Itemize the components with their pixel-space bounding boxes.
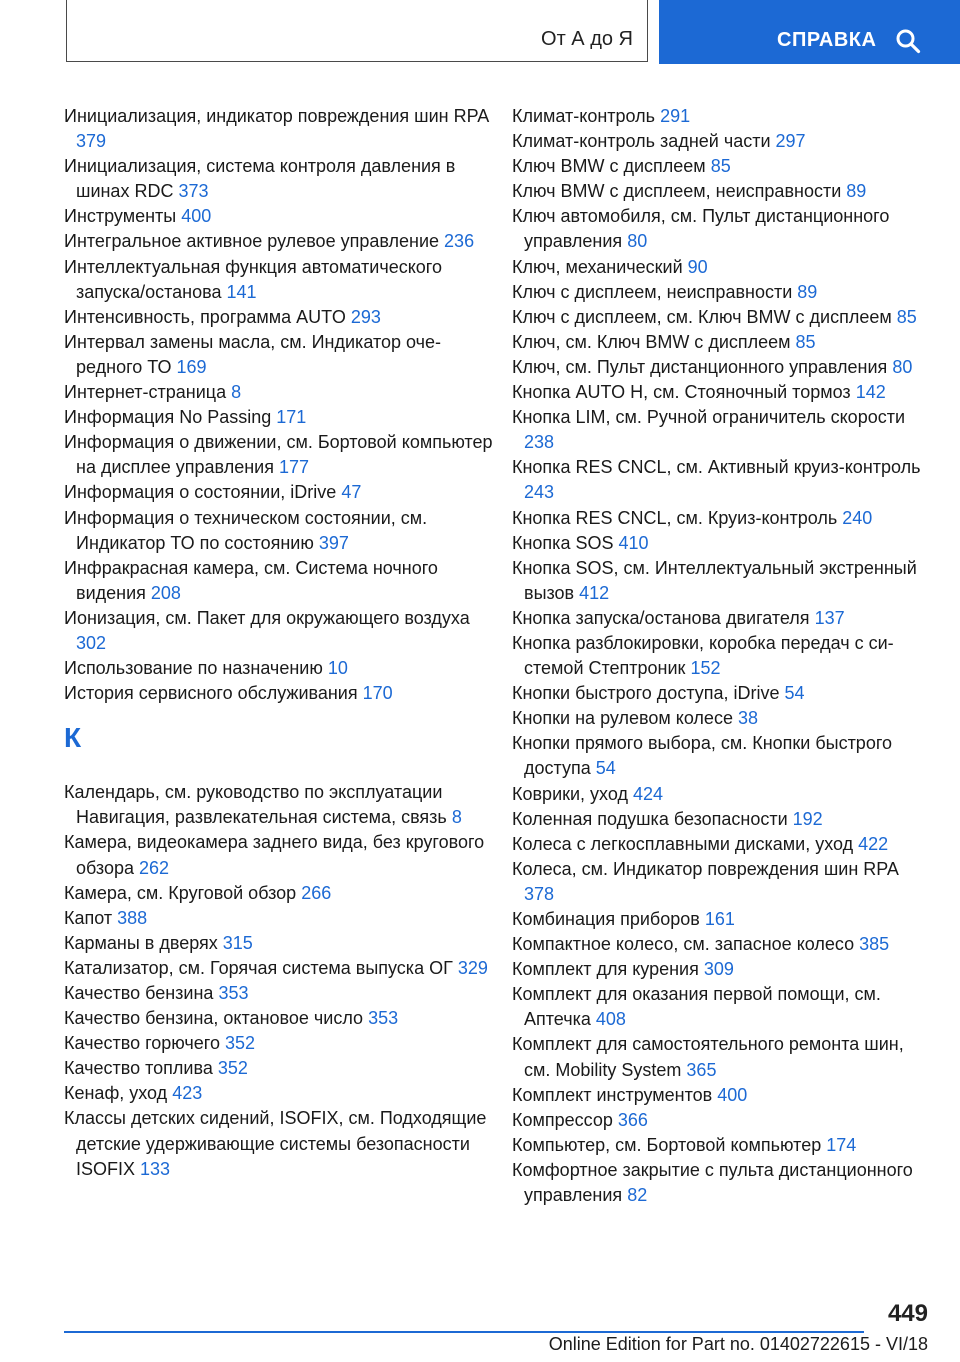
index-page-link[interactable]: 38 xyxy=(737,708,759,729)
index-entry-text: Ключ, см. Пульт дистанционного управления xyxy=(512,356,888,377)
index-entry-text: Инициализация, индикатор повреждения шин RPA xyxy=(64,106,489,126)
index-page-link[interactable]: 8 xyxy=(451,807,462,828)
tab-a-to-z[interactable] xyxy=(66,0,648,62)
index-page-link[interactable]: 85 xyxy=(710,156,731,177)
index-entry-text: Информация о техническом состоянии, см. Индикатор ТО по состоянию xyxy=(64,507,428,553)
index-entry-text: Ключ, см. Ключ BMW с дисплеем xyxy=(512,331,791,352)
index-entry xyxy=(512,832,932,857)
index-page-link[interactable]: 208 xyxy=(150,582,181,603)
index-entry-text: Качество бензина xyxy=(64,983,214,1003)
index-entry xyxy=(64,204,494,229)
index-page-link[interactable]: 85 xyxy=(896,306,917,327)
index-entry-text: Использование по назначению xyxy=(64,658,323,679)
index-list-bottom xyxy=(64,780,494,1182)
index-column-right xyxy=(512,104,932,1208)
index-page-link[interactable]: 171 xyxy=(276,407,307,428)
index-entry xyxy=(64,881,494,906)
index-entry xyxy=(512,380,932,405)
index-entry-text: Классы детских сидений, ISOFIX, см. Подходящие детские удерживающие системы безопасности ISOFIX xyxy=(64,1108,487,1179)
index-page-link[interactable]: 410 xyxy=(618,532,649,553)
index-entry-text: Кнопка разблокировки, коробка передач с системой Стептроник xyxy=(512,632,894,679)
index-entry xyxy=(64,780,494,830)
index-page-link[interactable]: 400 xyxy=(717,1084,748,1105)
index-page-link[interactable]: 397 xyxy=(318,532,349,553)
index-page-link[interactable]: 388 xyxy=(117,907,148,928)
index-entry xyxy=(64,480,494,505)
index-page-link[interactable]: 161 xyxy=(704,909,735,929)
index-entry xyxy=(512,506,932,531)
index-page-link[interactable]: 291 xyxy=(660,106,691,126)
index-entry-text: Кнопка SOS xyxy=(512,532,614,553)
index-entry xyxy=(512,531,932,556)
index-page-link[interactable]: 10 xyxy=(327,658,348,679)
index-page-link[interactable]: 352 xyxy=(225,1033,256,1054)
index-page-link[interactable]: 137 xyxy=(814,607,845,628)
index-page-link[interactable]: 293 xyxy=(350,306,381,327)
index-entry xyxy=(64,1056,494,1081)
index-entry-text: Комплект для самостоятельного ремонта шин, см. Mobility System xyxy=(512,1034,904,1080)
index-entry xyxy=(512,204,932,254)
index-entry-text: Ключ автомобиля, см. Пульт дистанционного управления xyxy=(512,206,890,252)
index-entry xyxy=(64,154,494,204)
index-entry-text: Камера, видеокамера заднего вида, без кругового обзора xyxy=(64,832,485,878)
index-entry-text: Кнопка AUTO H, см. Стояночный тормоз xyxy=(512,382,851,403)
index-entry-text: Ионизация, см. Пакет для окружающего воздуха xyxy=(64,607,470,628)
index-entry xyxy=(512,305,932,330)
index-page-link[interactable]: 297 xyxy=(775,131,806,152)
tab-reference-label: СПРАВКА xyxy=(777,29,877,51)
index-entry xyxy=(64,380,494,405)
index-entry xyxy=(64,681,494,706)
index-page-link[interactable]: 302 xyxy=(76,632,107,653)
index-entry xyxy=(64,981,494,1006)
index-page-link[interactable]: 89 xyxy=(846,181,867,202)
index-entry xyxy=(512,681,932,706)
index-entry-text: Кнопки на рулевом колесе xyxy=(512,708,733,729)
index-entry-text: Кнопки прямого выбора, см. Кнопки быстрого доступа xyxy=(512,733,893,779)
index-entry xyxy=(512,982,932,1032)
index-entry-text: Качество горючего xyxy=(64,1033,220,1054)
index-entry-text: Инициализация, система контроля давления в шинах RDC xyxy=(64,156,456,202)
index-page-link[interactable]: 353 xyxy=(218,983,249,1003)
tab-reference[interactable] xyxy=(659,0,960,64)
section-letter: К xyxy=(64,722,82,754)
index-page-link[interactable]: 142 xyxy=(855,382,886,403)
index-entry-text: Интегральное активное рулевое управление xyxy=(64,231,440,252)
index-entry xyxy=(64,229,494,254)
index-entry-text: Карманы в дверях xyxy=(64,932,218,953)
index-entry xyxy=(512,280,932,305)
index-page-link[interactable]: 85 xyxy=(795,331,816,352)
index-page-link[interactable]: 423 xyxy=(172,1083,203,1104)
index-page-link[interactable]: 240 xyxy=(842,507,873,528)
index-page-link[interactable]: 373 xyxy=(178,181,209,202)
index-entry xyxy=(512,255,932,280)
index-entry-text: Компьютер, см. Бортовой компьютер xyxy=(512,1134,822,1155)
index-entry-text: Инфракрасная камера, см. Система ночного видения xyxy=(64,557,438,603)
index-entry xyxy=(64,1031,494,1056)
index-entry xyxy=(64,104,494,154)
index-entry-text: Информация о движении, см. Бортовой компьютер на дисплее управления xyxy=(64,432,493,478)
index-entry-text: Компактное колесо, см. запасное колесо xyxy=(512,934,855,955)
index-entry xyxy=(512,606,932,631)
index-page-link[interactable]: 54 xyxy=(595,758,616,779)
index-entry xyxy=(64,656,494,681)
index-entry-text: Качество бензина, октановое число xyxy=(64,1008,364,1029)
index-entry xyxy=(512,1133,932,1158)
index-entry-text: Календарь, см. руководство по эксплуатации Навигация, развлекательная система, связь xyxy=(64,782,447,828)
index-entry xyxy=(512,1083,932,1108)
index-entry-text: Комплект для курения xyxy=(512,959,699,980)
index-entry xyxy=(512,154,932,179)
index-page-link[interactable]: 365 xyxy=(686,1059,717,1080)
index-page-link[interactable]: 174 xyxy=(826,1134,857,1155)
index-entry-text: Комплект для оказания первой помощи, см. Аптечка xyxy=(512,984,881,1030)
footer-divider xyxy=(64,1331,864,1333)
index-entry-text: Ключ с дисплеем, неисправности xyxy=(512,281,793,302)
index-entry xyxy=(512,957,932,982)
index-entry-text: Интеллектуальная функция автоматического запуска/останова xyxy=(64,256,442,302)
index-entry xyxy=(64,606,494,656)
index-entry-text: Ключ BMW с дисплеем, неисправности xyxy=(512,181,842,202)
index-page-link[interactable]: 82 xyxy=(627,1185,648,1206)
index-entry xyxy=(512,631,932,681)
index-page-link[interactable]: 89 xyxy=(797,281,818,302)
index-page-link[interactable]: 262 xyxy=(139,857,170,878)
index-page-link[interactable]: 366 xyxy=(617,1109,648,1130)
index-entry-text: Кнопка запуска/останова двигателя xyxy=(512,607,810,628)
index-entry xyxy=(512,129,932,154)
index-entry-text: Комбинация приборов xyxy=(512,909,700,929)
index-entry-text: Информация No Passing xyxy=(64,407,272,428)
index-entry xyxy=(64,330,494,380)
index-entry-text: Кнопка RES CNCL, см. Круиз-контроль xyxy=(512,507,838,528)
index-page-link[interactable]: 379 xyxy=(76,131,107,152)
index-entry-text: Компрессор xyxy=(512,1109,613,1130)
search-icon[interactable] xyxy=(895,28,921,54)
index-entry xyxy=(512,179,932,204)
index-entry-text: Ключ, механический xyxy=(512,256,683,277)
index-entry xyxy=(512,405,932,455)
index-entry xyxy=(512,857,932,907)
index-list-right xyxy=(512,104,932,1208)
index-page-link[interactable]: 412 xyxy=(579,582,610,603)
index-entry-text: Инструменты xyxy=(64,206,177,227)
index-entry-text: Ключ с дисплеем, см. Ключ BMW с дисплеем xyxy=(512,306,892,327)
index-entry xyxy=(512,782,932,807)
index-entry xyxy=(512,907,932,932)
index-page-link[interactable]: 177 xyxy=(278,457,310,478)
index-entry-text: Камера, см. Круговой обзор xyxy=(64,882,297,903)
page-number: 449 xyxy=(887,1300,928,1327)
index-entry-text: Колеса, см. Индикатор повреждения шин RPA xyxy=(512,858,898,879)
index-entry-text: Кнопка RES CNCL, см. Активный круиз-контроль xyxy=(512,457,921,478)
index-list-top xyxy=(64,104,494,706)
index-entry xyxy=(512,1158,932,1208)
index-entry xyxy=(512,1108,932,1133)
index-page-link[interactable]: 408 xyxy=(595,1009,626,1030)
index-page-link[interactable]: 238 xyxy=(524,432,555,453)
index-entry-text: Качество топлива xyxy=(64,1058,213,1079)
index-page-link[interactable]: 141 xyxy=(226,281,257,302)
index-entry xyxy=(64,430,494,480)
index-page-link[interactable]: 133 xyxy=(140,1158,171,1179)
index-entry xyxy=(512,932,932,957)
index-entry xyxy=(64,1006,494,1031)
index-page-link[interactable]: 8 xyxy=(231,382,242,403)
index-entry-text: Кнопки быстрого доступа, iDrive xyxy=(512,683,780,704)
index-entry xyxy=(64,906,494,931)
index-entry xyxy=(512,731,932,781)
index-page-link[interactable]: 378 xyxy=(524,883,555,904)
tab-a-to-z-label: От А до Я xyxy=(541,28,633,50)
index-page-link[interactable]: 152 xyxy=(690,658,721,679)
index-entry-text: Комфортное закрытие с пульта дистанционного управления xyxy=(512,1159,913,1206)
index-entry-text: Катализатор, см. Горячая система выпуска ОГ xyxy=(64,957,453,978)
index-entry xyxy=(64,931,494,956)
index-page-link[interactable]: 352 xyxy=(217,1058,248,1079)
index-entry-text: Кнопка LIM, см. Ручной ограничитель скорости xyxy=(512,407,906,428)
index-page-link[interactable]: 424 xyxy=(633,783,664,804)
index-entry xyxy=(64,556,494,606)
index-entry-text: История сервисного обслуживания xyxy=(64,683,358,704)
index-entry-text: Интенсивность, программа AUTO xyxy=(64,306,346,327)
index-page-link[interactable]: 80 xyxy=(892,356,913,377)
index-page-link[interactable]: 54 xyxy=(784,683,805,704)
index-page-link[interactable]: 315 xyxy=(222,932,253,953)
index-page-link[interactable]: 400 xyxy=(181,206,212,227)
footer-edition: Online Edition for Part no. 01402722615 - VI/18 xyxy=(548,1334,928,1354)
index-entry xyxy=(512,807,932,832)
index-page-link[interactable]: 422 xyxy=(858,833,889,854)
index-entry xyxy=(64,1106,494,1181)
index-entry xyxy=(512,556,932,606)
index-entry-text: Коврики, уход xyxy=(512,783,628,804)
index-entry-text: Климат-контроль xyxy=(512,106,656,126)
index-entry-text: Коленная подушка безопасности xyxy=(512,808,788,829)
index-entry xyxy=(64,405,494,430)
index-column-left xyxy=(64,104,494,1182)
index-entry-text: Комплект инструментов xyxy=(512,1084,713,1105)
index-page-link[interactable]: 170 xyxy=(362,683,393,704)
index-page-link[interactable]: 90 xyxy=(687,256,708,277)
index-page-link[interactable]: 266 xyxy=(301,882,332,903)
index-entry-text: Интернет-страница xyxy=(64,382,227,403)
index-entry-text: Климат-контроль задней части xyxy=(512,131,771,152)
index-entry-text: Ключ BMW с дисплеем xyxy=(512,156,706,177)
index-page-link[interactable]: 385 xyxy=(859,934,890,955)
index-entry xyxy=(512,1032,932,1082)
index-entry xyxy=(512,455,932,505)
index-entry-text: Кнопка SOS, см. Интеллектуальный экстренный вызов xyxy=(512,557,917,603)
index-entry xyxy=(512,706,932,731)
index-entry xyxy=(64,956,494,981)
index-page-link[interactable]: 236 xyxy=(444,231,475,252)
index-entry-text: Информация о состоянии, iDrive xyxy=(64,482,337,503)
index-page-link[interactable]: 353 xyxy=(368,1008,399,1029)
index-entry-text: Колеса с легкосплавными дисками, уход xyxy=(512,833,854,854)
index-entry xyxy=(64,255,494,305)
index-entry xyxy=(64,1081,494,1106)
index-page-link[interactable]: 47 xyxy=(341,482,362,503)
index-entry xyxy=(64,830,494,880)
index-page-link[interactable]: 309 xyxy=(703,959,734,980)
index-entry xyxy=(512,355,932,380)
index-page-link[interactable]: 243 xyxy=(524,482,555,503)
index-page-link[interactable]: 80 xyxy=(627,231,648,252)
index-entry xyxy=(512,104,932,129)
index-entry xyxy=(512,330,932,355)
index-page-link[interactable]: 192 xyxy=(792,808,823,829)
index-entry-text: Интервал замены масла, см. Индикатор очередного ТО xyxy=(64,331,442,377)
index-page-link[interactable]: 329 xyxy=(457,957,488,978)
index-entry xyxy=(64,305,494,330)
index-entry-text: Капот xyxy=(64,907,113,928)
index-entry xyxy=(64,506,494,556)
index-entry-text: Кенаф, уход xyxy=(64,1083,168,1104)
index-page-link[interactable]: 169 xyxy=(176,356,207,377)
